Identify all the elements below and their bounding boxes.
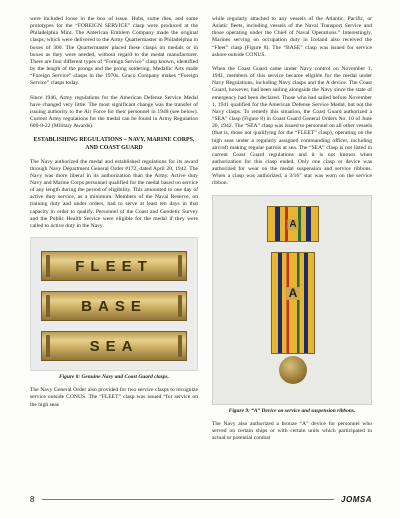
sea-clasp: SEA <box>41 331 187 361</box>
base-clasp: BASE <box>41 291 187 321</box>
right-paragraph-3: The Navy also authorized a bronze “A” device for personnel who served on certain ships or with certain units which participated in actual or potential combat <box>212 420 372 442</box>
left-paragraph-2: Since 1946, Army regulations for the American Defense Service Medal have changed very little. The most significant change was the transfer of issuing authority to the Air Force for their personnel in 1948 (see below). Current Army regulations for the medal can be found in Army Regulation 600-8-22 (Military Awards). <box>30 94 198 130</box>
fleet-clasp: FLEET <box>41 251 187 281</box>
section-heading: ESTABLISHING REGULATIONS – NAVY, MARINE CORPS, AND COAST GUARD <box>33 137 195 151</box>
figure-8-caption: Figure 8: Genuine Navy and Coast Guard clasps. <box>59 374 169 381</box>
figure-9-caption: Figure 9: “A” Device on service and suspension ribbons. <box>228 407 356 414</box>
right-paragraph-1: while regularly attached to any vessels of the Atlantic, Pacific, or Asiatic fleets, including vessels of the Naval Transport Service and those operating under the Chief of Naval Operations.” Interestingly, Marines serving on occupation duty in Iceland also received the “Fleet” clasp (Figure 8). The “BASE” clasp was issued for service ashore outside CONUS. <box>212 16 372 58</box>
left-paragraph-3: The Navy authorized the medal and established regulations for its award through Navy Department General Order #172, dated April 20, 1942. The Navy was more liberal in its authorization than the Army. Active duty Navy and Marine Corps personnel qualified for the medal based on service of any length during the period of eligibility. This amounted to one day of active duty service, as a minimum. Members of the Naval Reserve, on training duty and under orders, had to serve at least ten days in that capacity in order to qualify. Personnel of the Coast and Geodetic Survey and the Public Health Service were eligible for the medal if they were called to active duty in the Navy. <box>30 158 198 229</box>
page-number: 8 <box>30 494 35 504</box>
left-paragraph-1: were included loose in the box of issue. Hubs, some dies, and some prototypes for the “FOREIGN SERVICE” clasp were produced at the Philadelphia Mint. The American Emblem Company made the original clasps, which were delivered to the Army Quartermaster in Philadelphia in boxes of 300. The Quartermaster placed these clasps on medals or in boxes as they were needed, without regard to the medal manufacturer. There are four different types of “Foreign Service” clasp known, identified by the length of the prongs and the prong soldering. Medallic Arts made “Foreign Service” clasps in the 1970s. Graco Company makes “Foreign Service” clasps today. <box>30 16 198 87</box>
service-ribbon <box>267 206 319 242</box>
journal-name: JOMSA <box>341 494 372 504</box>
medal-disc <box>279 356 307 384</box>
figure-9-ribbons-photo <box>212 195 372 405</box>
a-device-icon: A <box>289 218 297 230</box>
footer-rule <box>42 499 334 500</box>
right-column <box>212 16 372 449</box>
right-paragraph-2: When the Coast Guard came under Navy control on November 1, 1941, members of this service became eligible for the medal under Navy Regulations, including Navy clasps and the A device. The Coast Guard, however, had been sailing alongside the Navy since the state of emergency had been declared. Those who had sailed before November 1, 1941 qualified for the American Defense Service Medal, but not the Navy clasps. To remedy this situation, the Coast Guard authorized a “SEA” clasp (Figure 8) in Coast Guard General Orders No. 10 of June 20, 1942. The “SEA” clasp was issued to personnel on all other vessels (that is, those not qualifying for the “FLEET” clasp), operating on the high seas under a regularly assigned commanding officer, including aircraft making regular patrols at sea. The “SEA” clasp is not listed in current Coast Guard regulations and it is not known when authorization for this clasp ended. Only one clasp or device was authorized for wear on the medal suspension and service ribbons. When a clasp was authorized, a 3/16” star was worn on the service ribbon. <box>212 65 372 187</box>
left-paragraph-4: The Navy General Order also provided for two service clasps to recognize service outside CONUS. The “FLEET” clasp was issued “for service on the high seas <box>30 387 198 408</box>
a-device-icon: A <box>288 285 298 300</box>
suspension-ribbon <box>271 252 315 354</box>
medal-with-suspension-ribbon <box>271 252 315 398</box>
figure-8-clasps-photo <box>30 237 198 371</box>
left-column <box>30 16 198 416</box>
page-footer <box>30 492 372 506</box>
